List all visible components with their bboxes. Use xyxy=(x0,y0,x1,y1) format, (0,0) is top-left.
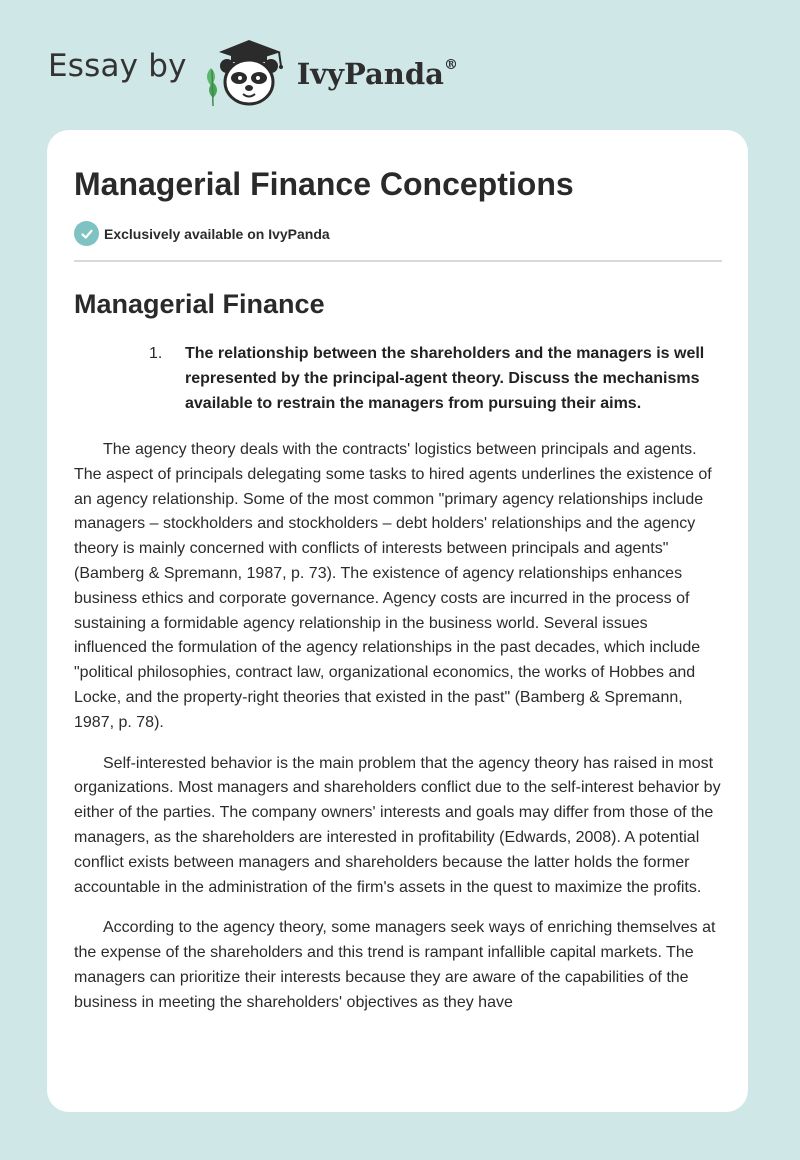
badge-label: Exclusively available on IvyPanda xyxy=(104,225,330,242)
paragraph: The agency theory deals with the contracts' logistics between principals and agents. The aspect of principals delegating some tasks to hired agents underlines the existence of an agency relationship. Some of the most common "primary agency relationships include managers – stockholders and stockholders – debt holders' relationships and the agency theory is mainly concerned with conflicts of interests between principals and agents" (Bamberg & Spremann, 1987, p. 73). The existence of agency relationships enhances business ethics and corporate governance. Agency costs are incurred in the process of sustaining a formidable agency relationship in the business world. Several issues influenced the formulation of the agency relationships in the past decades, which include "political philosophies, contract law, organizational economics, the works of Hobbes and Locke, and the property-right theories that existed in the past" (Bamberg & Spremann, 1987, p. 78). xyxy=(74,441,712,731)
check-icon xyxy=(74,221,99,246)
paragraph: Self-interested behavior is the main problem that the agency theory has raised in most organizations. Most managers and shareholders conflict due to the self-interest behavior by either of the parties. The company owners' interests and goals may differ from those of the managers, as the shareholders are interested in profitability (Edwards, 2008). A potential conflict exists between managers and shareholders because the latter holds the former accountable in the administration of the firm's assets in the quest to maximize the profits. xyxy=(74,754,721,896)
question-number: 1. xyxy=(149,345,163,362)
panda-logo-icon xyxy=(201,36,293,108)
divider xyxy=(74,260,722,262)
question-text: The relationship between the shareholders and the managers is well represented by the principal-agent theory. Discuss the mechanisms available to restrain the managers from pursuing their aims. xyxy=(185,345,705,412)
section-heading: Managerial Finance xyxy=(74,289,325,319)
exclusive-badge xyxy=(74,221,722,246)
paragraph: According to the agency theory, some managers seek ways of enriching themselves at the expense of the shareholders and this trend is rampant infallible capital markets. The managers can prioritize their interests because they are aware of the capabilities of the business in meeting the shareholders' objectives as they have xyxy=(74,919,716,1011)
brand-prefix: Essay by xyxy=(48,48,187,84)
brand-header[interactable] xyxy=(48,36,458,108)
brand-name: IvyPanda® xyxy=(296,57,458,91)
question-item xyxy=(74,341,722,416)
page-title: Managerial Finance Conceptions xyxy=(74,166,574,202)
essay-card xyxy=(47,130,748,1112)
